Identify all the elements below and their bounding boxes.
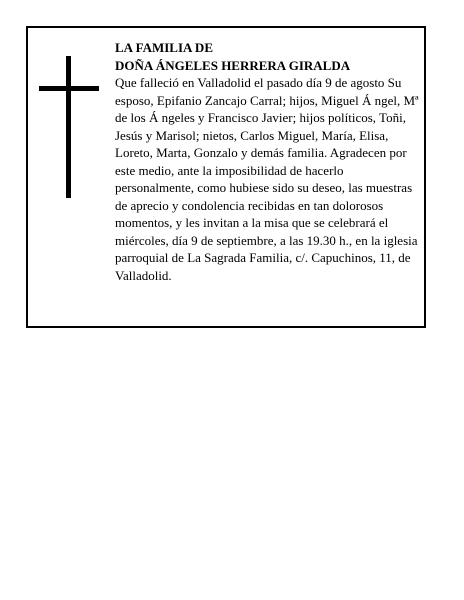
notice-heading-line-2: DOÑA ÁNGELES HERRERA GIRALDA: [115, 57, 351, 73]
notice-body: Que falleció en Valladolid el pasado día 9 de agosto Su esposo, Epifanio Zancajo Carral; hijos, Miguel Á ngel, Mª de los Á ngeles y Francisco Javier; hijos políticos, Toñi, Jesús y Marisol; nietos, Carlos Miguel, María, Elisa, Loreto, Marta, Gonzalo y demás familia. Agradecen por este medio, ante la imposibilidad de hacerlo personalmente, como hubiese sido su deseo, las muestras de aprecio y condolencia recibidas en tan dolorosos momentos, y les invitan a la misa que se celebrará el miércoles, día 9 de septiembre, a las 19.30 h., en la iglesia parroquial de La Sagrada Familia, c/. Capuchinos, 11, de Valladolid.: [115, 75, 419, 283]
cross-horizontal-bar: [39, 86, 99, 91]
notice-text-block: [115, 39, 423, 284]
latin-cross-icon: [39, 56, 99, 198]
notice-heading-line-1: LA FAMILIA DE: [115, 40, 213, 55]
cross-vertical-bar: [66, 56, 71, 198]
obituary-notice: [26, 26, 426, 328]
